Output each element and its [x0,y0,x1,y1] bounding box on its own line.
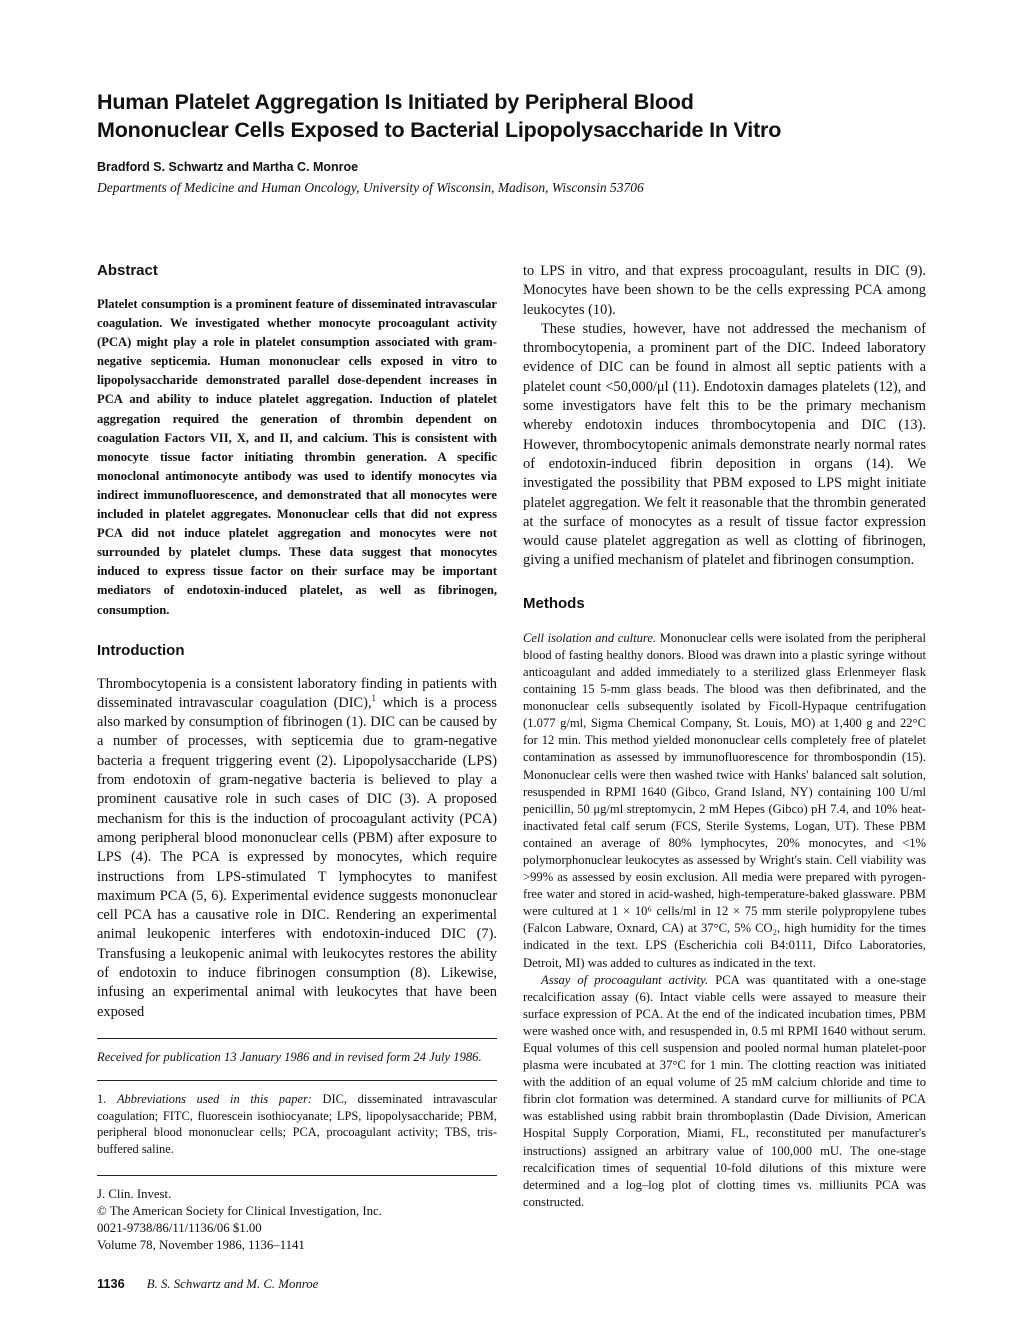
footnote-number: 1. [97,1091,107,1106]
intro-text: which is a process also marked by consumption of fibrinogen (1). DIC can be caused by a number of processes, with septicemia due to gram-negative bacteria a frequent triggering event (2). Lipopolysaccharide (LPS) from endotoxin of gram-negative bacteria is believed to play a prominent causative role in such cases of DIC (3). A proposed mechanism for this is the induction of procoagulant activity (PCA) among peripheral blood mononuclear cells (PBM) after exposure to LPS (4). The PCA is expressed by monocytes, which require instructions from LPS-stimulated T lymphocytes to manifest maximum PCA (5, 6). Experimental evidence suggests mononuclear cell PCA has a causative role in DIC. Rendering an experimental animal leukopenic interferes with endotoxin-induced DIC (7). Transfusing a leukopenic animal with leukocytes restores the ability of endotoxin to induce fibrinogen consumption (8). Likewise, infusing an experimental animal with leukocytes that have been exposed [97,694,498,1020]
methods-heading: Methods [523,594,585,612]
abstract-text: Platelet consumption is a prominent feature of disseminated intravascular coagulation. We investigated whether monocyte procoagulant activity (PCA) might play a role in platelet consumption associated with gram-negative septicemia. Human mononuclear cells exposed in vitro to lipopolysaccharide demonstrated parallel dose-dependent increases in PCA and ability to induce platelet aggregation. Induction of platelet aggregation required the generation of thrombin dependent on coagulation Factors VII, X, and II, and calcium. This is consistent with monocyte tissue factor initiating thrombin generation. A specific monoclonal antimonocyte antibody was used to identify monocytes via indirect immunofluorescence, and demonstrated that all monocytes were included in platelet aggregates. Mononuclear cells that did not express PCA did not induce platelet aggregation and monocytes were not surrounded by platelet clumps. These data suggest that monocytes induced to express tissue factor on their surface may be important mediators of endotoxin-induced platelet, as well as fibrinogen, consumption. [97,297,497,617]
footnote-text: DIC, disseminated intravascular coagulation; FITC, fluorescein isothiocyanate; LPS, lipopolysaccharide; PBM, peripheral blood mononuclear cells; PCA, procoagulant activity; TBS, tris-buffered saline. [97,1091,497,1156]
left-column [97,262,497,1254]
issn-line: 0021-9738/86/11/1136/06 $1.00 [97,1221,262,1236]
received-note: Received for publication 13 January 1986 and in revised form 24 July 1986. [97,1049,482,1064]
article-title [97,88,857,144]
abbreviations-footnote [97,1091,497,1157]
subsection-title: Cell isolation and culture. [523,630,657,645]
footnote-divider [97,1038,497,1039]
volume-line: Volume 78, November 1986, 1136–1141 [97,1238,305,1253]
introduction-paragraph [97,675,497,1022]
introduction-continued: to LPS in vitro, and that express procoagulant, results in DIC (9). Monocytes have been shown to be the cells expressing PCA among leukocytes (10). [523,263,926,318]
footnote-divider [97,1080,497,1081]
affiliation: Departments of Medicine and Human Oncology, University of Wisconsin, Madison, Wisconsin 53706 [97,180,644,195]
footnote-label: Abbreviations used in this paper: [116,1091,312,1106]
journal-info-divider [97,1175,497,1176]
footnote-marker: 1 [371,693,377,704]
journal-name: J. Clin. Invest. [97,1187,172,1202]
abstract-heading: Abstract [97,262,158,279]
methods-text: PCA was quantitated with a one-stage recalcification assay (6). Intact viable cells were assayed to measure their surface expression of PCA. At the end of the indicated incubation times, PBM were washed once with, and resuspended in, 0.5 ml RPMI 1640 without serum. Equal volumes of this cell suspension and pooled normal human platelet-poor plasma were incubated at 37°C for 1 min. The clotting reaction was initiated with the addition of an equal volume of 25 mM calcium chloride and time to fibrin clot formation was determined. A standard curve for milliunits of PCA was established using rabbit brain thromboplastin (Dade Division, American Hospital Supply Corporation, Miami, FL, reconstituted per manufacturer's instructions) assigned an arbitrary value of 100,000 mU. The one-stage recalcification times of sequential 10-fold dilutions of this mixture were determined and a log–log plot of clotting times vs. milliunits PCA was constructed. [523,972,926,1209]
methods-cell-isolation [523,630,926,972]
title-line: Mononuclear Cells Exposed to Bacterial Lipopolysaccharide In Vitro [97,118,782,142]
introduction-heading: Introduction [97,641,185,659]
methods-text: Mononuclear cells were isolated from the peripheral blood of fasting healthy donors. Blood was drawn into a plastic syringe without anticoagulant and added immediately to a sterilized glass Erlenmeyer flask containing 15 5-mm glass beads. The blood was then defibrinated, and the mononuclear cells subsequently isolated by Ficoll-Hypaque centrifugation (1.077 g/ml, Sigma Chemical Company, St. Louis, MO) at 1,400 g and 22°C for 12 min. This method yielded mononuclear cells completely free of platelet contamination as assessed by immunofluorescence for thrombospondin (15). Mononuclear cells were then washed twice with Hanks' balanced salt solution, resuspended in RPMI 1640 (Gibco, Grand Island, NY) containing 100 U/ml penicillin, 50 μg/ml streptomycin, 2 mM Hepes (Gibco) pH 7.4, and 10% heat-inactivated fetal calf serum (FCS, Sterile Systems, Logan, UT). These PBM contained an average of 80% lymphocytes, 20% monocytes, and <1% polymorphonuclear leukocytes as assessed by Wright's stain. Cell viability was >99% as assessed by eosin exclusion. All media were prepared with pyrogen-free water and stored in acid-washed, high-temperature-baked glassware. PBM were cultured at 1 × 10⁶ cells/ml in 12 × 75 mm sterile polypropylene tubes (Falcon Labware, Oxnard, CA) at 37°C, 5% CO₂, high humidity for the times indicated in the text. LPS (Escherichia coli B4:0111, Difco Laboratories, Detroit, MI) was added to cultures as indicated in the text. [523,630,927,970]
copyright-line: © The American Society for Clinical Investigation, Inc. [97,1204,382,1219]
introduction-paragraph-2: These studies, however, have not addressed the mechanism of thrombocytopenia, a prominent part of the DIC. Indeed laboratory evidence of DIC can be found in almost all septic patients with a platelet count <50,000/μl (11). Endotoxin damages platelets (12), and some investigators have felt this to be the primary mechanism whereby endotoxin induces thrombocytopenia and DIC (13). However, thrombocytopenic animals demonstrate nearly normal rates of endotoxin-induced fibrin deposition in organs (14). We investigated the possibility that PBM exposed to LPS might initiate platelet aggregation. We felt it reasonable that the thrombin generated at the surface of monocytes as a result of tissue factor expression would cause platelet aggregation as well as clotting of fibrinogen, giving a unified mechanism of platelet and fibrinogen consumption. [523,320,926,569]
journal-info [97,1186,497,1254]
page-footer [97,1276,318,1292]
author-list: Bradford S. Schwartz and Martha C. Monroe [97,160,359,174]
intro-text: Thrombocytopenia is a consistent laboratory finding in patients with disseminated intravascular coagulation (DIC), [97,675,497,711]
running-head: B. S. Schwartz and M. C. Monroe [146,1277,319,1291]
right-column [523,262,926,1211]
page-number: 1136 [97,1276,125,1291]
subsection-title: Assay of procoagulant activity. [541,972,709,987]
title-line: Human Platelet Aggregation Is Initiated by Peripheral Blood [97,90,694,114]
methods-pca-assay [523,972,926,1211]
